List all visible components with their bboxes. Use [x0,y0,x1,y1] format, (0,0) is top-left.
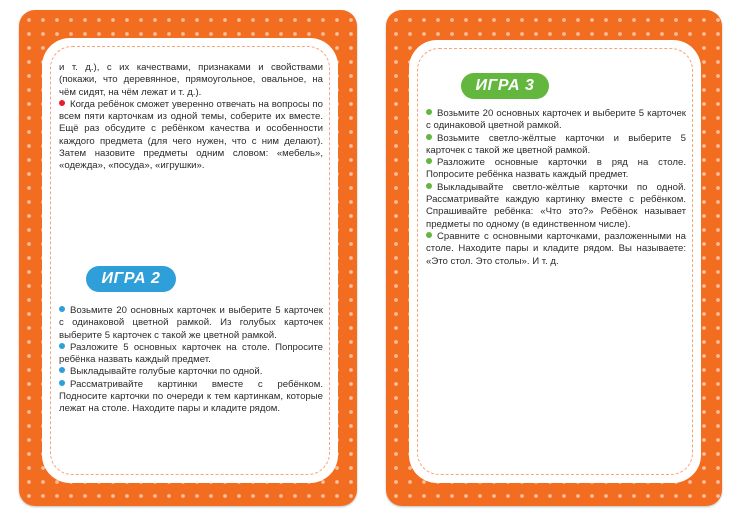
instruction-text: Возьмите светло-жёлтые карточки и выберите 5 карточек с такой же цветной рамкой. [426,132,686,156]
instruction-paragraph [426,231,686,268]
instruction-text: Когда ребёнок сможет уверенно отвечать на вопросы по всем пяти карточкам из одной темы, соберите их вместе. Ещё раз обсудите с ребёнком качества и особенности каждого предмета (для чего нужен, что с ним делают). Затем назовите предметы одним словом: «мебель», «одежда», «посуда», «игрушки». [59,98,323,172]
left-instruction-card [19,10,357,506]
instruction-paragraph [426,157,686,182]
instruction-paragraph [426,133,686,158]
blue-bullet-icon [59,380,65,386]
instruction-paragraph [59,305,323,342]
instruction-text: Выкладывайте светло-жёлтые карточки по одной. Рассматривайте каждую картинку вместе с ребёнком. Спрашивайте ребёнка: «Что это?» Ребёнок называет предметы по одному (в единственном числе). [426,181,686,230]
green-bullet-icon [426,232,432,238]
instruction-paragraph [59,342,323,367]
instruction-text: Разложите 5 основных карточек на столе. Попросите ребёнка назвать каждый предмет. [59,341,323,366]
game-3-instructions [426,108,686,268]
green-bullet-icon [426,134,432,140]
game-3-title: ИГРА 3 [461,73,549,99]
continued-instructions [59,62,323,173]
instruction-text: Сравните с основными карточками, разложенными на столе. Находите пары и кладите рядом. Вы называете: «Это стол. Это столы». И т. д. [426,230,686,267]
instruction-text: Выкладывайте голубые карточки по одной. [70,366,263,378]
green-bullet-icon [426,158,432,164]
instruction-paragraph [426,108,686,133]
left-card-panel [42,38,338,483]
green-bullet-icon [426,109,432,115]
blue-bullet-icon [59,367,65,373]
blue-bullet-icon [59,306,65,312]
instruction-paragraph: и т. д.), с их качествами, признаками и свойствами (покажи, что деревянное, прямоугольное, овальное, на чём сидят, на чём лежат и т. д.). [59,62,323,98]
blue-bullet-icon [59,343,65,349]
right-card-panel [409,40,701,483]
instruction-paragraph [59,99,323,173]
right-instruction-card [386,10,722,506]
instruction-text: Рассматривайте картинки вместе с ребёнком. Подносите карточки по очереди к тем картинкам, которые лежат на столе. Находите пары и кладите рядом. [59,378,323,415]
game-2-instructions [59,305,323,416]
instruction-text: Возьмите 20 основных карточек и выберите 5 карточек с одинаковой цветной рамкой. [426,108,686,132]
red-bullet-icon [59,100,65,106]
instruction-text: Возьмите 20 основных карточек и выберите 5 карточек с одинаковой цветной рамкой. Из голубых карточек выберите 5 карточек с такой же цветной рамкой. [59,305,323,341]
instruction-paragraph [59,366,323,378]
instruction-paragraph [426,182,686,231]
game-2-title: ИГРА 2 [86,266,176,292]
instruction-paragraph [59,379,323,416]
green-bullet-icon [426,183,432,189]
instruction-text: Разложите основные карточки в ряд на столе. Попросите ребёнка назвать каждый предмет. [426,157,686,181]
